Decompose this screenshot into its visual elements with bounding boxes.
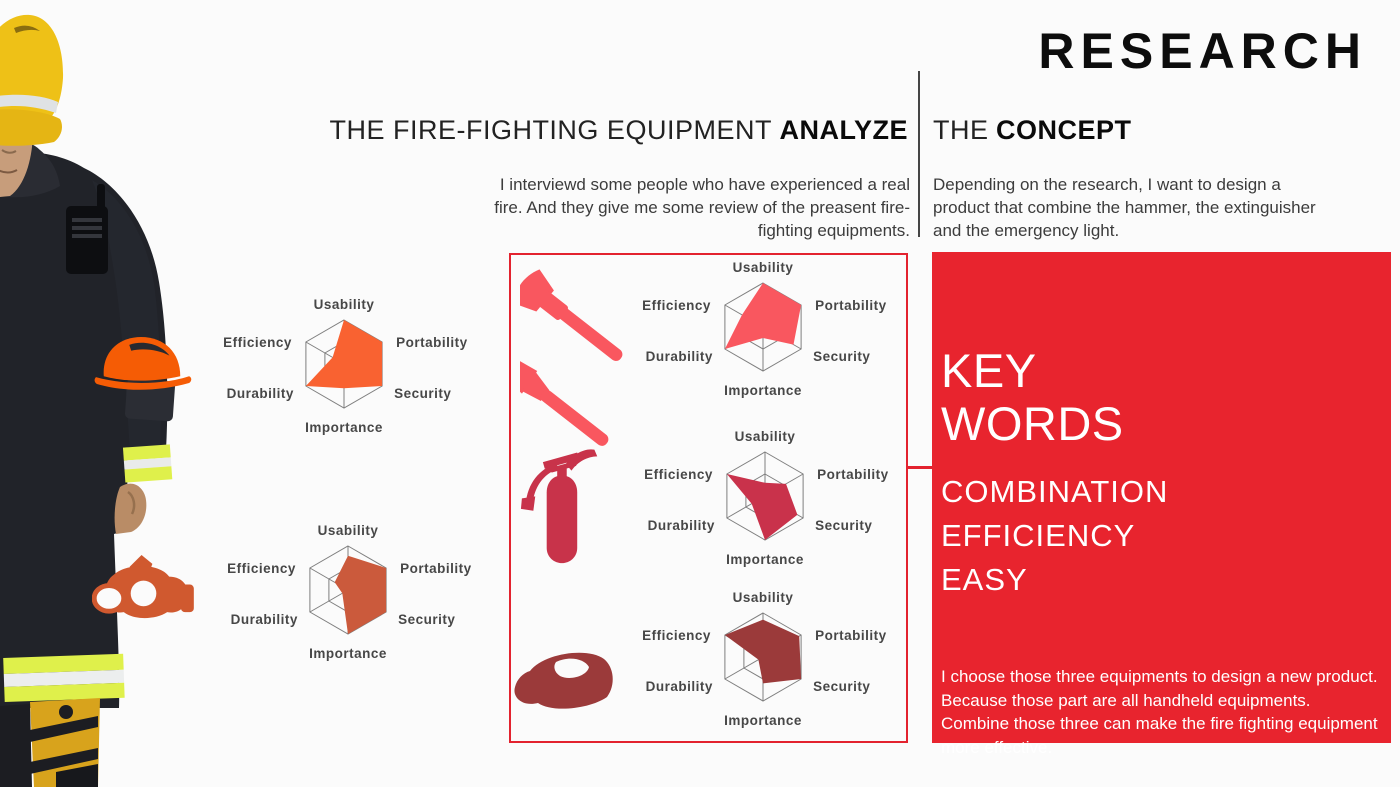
- radar-axis-label: Portability: [815, 628, 887, 643]
- radar-axis-label: Portability: [815, 298, 887, 313]
- radar-axis-label: Durability: [647, 518, 715, 533]
- analyze-heading-prefix: THE FIRE-FIGHTING EQUIPMENT: [329, 115, 772, 145]
- radar-chart-fire-axe: [603, 242, 923, 412]
- radar-axis-label: Durability: [645, 679, 713, 694]
- keywords-title-line1: KEY: [941, 344, 1037, 397]
- firefighter-illustration: [0, 0, 200, 787]
- keywords-title: [941, 344, 1124, 450]
- radar-axis-label: Portability: [817, 467, 889, 482]
- radar-axis-label: Portability: [400, 561, 472, 576]
- concept-heading: [933, 115, 1132, 146]
- radar-axis-label: Security: [813, 349, 871, 364]
- keywords-panel: [932, 252, 1391, 757]
- radar-axis-label: Efficiency: [223, 335, 292, 350]
- analyze-heading: [329, 115, 908, 146]
- radar-axis-label: Usability: [732, 590, 794, 605]
- breathing-mask-icon: [92, 551, 196, 625]
- radar-axis-label: Importance: [305, 420, 383, 435]
- connector-line: [906, 466, 934, 469]
- radar-axis-label: Security: [398, 612, 456, 627]
- radar-axis-label: Security: [394, 386, 452, 401]
- radar-axis-label: Security: [815, 518, 873, 533]
- keywords-list: [941, 470, 1168, 602]
- helmet-icon: [94, 330, 192, 393]
- radar-axis-label: Usability: [313, 297, 375, 312]
- concept-heading-bold: CONCEPT: [996, 115, 1132, 145]
- concept-description: Depending on the research, I want to design a product that combine the hammer, the extinguisher and the emergency light.: [933, 175, 1316, 240]
- radar-chart-fire-extinguisher: [605, 411, 925, 581]
- keywords-description: I choose those three equipments to design a new product. Because those part are all handheld equipments. Combine those three can make the fire fighting equipment more effective.: [941, 667, 1378, 757]
- radar-axis-label: Portability: [396, 335, 468, 350]
- radar-axis-label: Durability: [645, 349, 713, 364]
- concept-heading-prefix: THE: [933, 115, 989, 145]
- page-title: RESEARCH: [1038, 23, 1367, 79]
- section-divider: [918, 71, 920, 237]
- keyword-efficiency: EFFICIENCY: [941, 518, 1136, 553]
- analyze-heading-bold: ANALYZE: [779, 115, 908, 145]
- radar-axis-label: Usability: [734, 429, 796, 444]
- extinguisher-icon: [518, 443, 604, 567]
- radar-axis-label: Importance: [724, 383, 802, 398]
- radar-axis-label: Durability: [230, 612, 298, 627]
- radar-chart-breathing-mask: [188, 505, 508, 675]
- radar-axis-label: Efficiency: [642, 298, 711, 313]
- keyword-combination: COMBINATION: [941, 474, 1169, 509]
- radar-axis-label: Durability: [226, 386, 294, 401]
- radar-axis-label: Importance: [309, 646, 387, 661]
- analyze-description: I interviewd some people who have experienced a real fire. And they give me some review of the preasent fire-fighting equipments.: [494, 175, 910, 240]
- radar-axis-label: Efficiency: [644, 467, 713, 482]
- radar-axis-label: Importance: [724, 713, 802, 728]
- radar-axis-label: Security: [813, 679, 871, 694]
- radar-axis-label: Importance: [726, 552, 804, 567]
- keywords-title-line2: WORDS: [941, 397, 1124, 450]
- radar-chart-emergency-light: [603, 572, 923, 742]
- radar-axis-label: Efficiency: [227, 561, 296, 576]
- keyword-easy: EASY: [941, 562, 1028, 597]
- radar-chart-fire-helmet: [184, 279, 504, 449]
- radar-axis-label: Usability: [732, 260, 794, 275]
- radar-axis-label: Efficiency: [642, 628, 711, 643]
- firefighter-photo: [0, 0, 200, 787]
- radar-axis-label: Usability: [317, 523, 379, 538]
